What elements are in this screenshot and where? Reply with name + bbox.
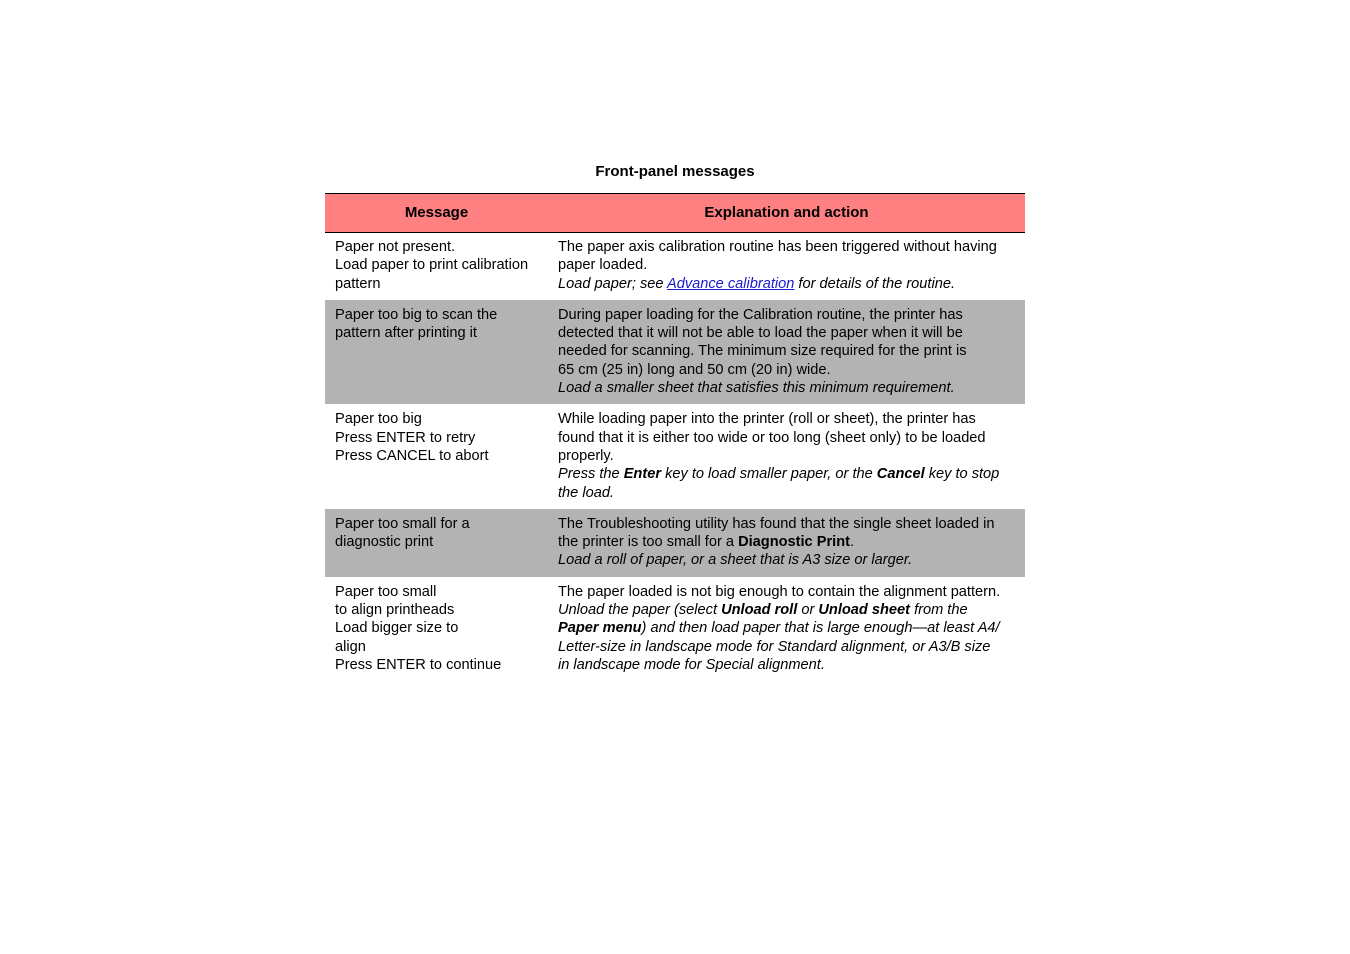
explanation-text: the printer is too small for a — [558, 534, 739, 551]
unload-roll-label: Unload roll — [721, 602, 798, 619]
action-text: ) and then load paper that is large enough—at least A4/ — [641, 620, 1000, 637]
action-line — [558, 601, 1019, 619]
message-line: pattern — [335, 275, 381, 292]
message-line: Paper too big — [335, 411, 422, 428]
message-line: pattern after printing it — [335, 325, 477, 342]
action-line: Letter-size in landscape mode for Standard alignment, or A3/B size — [558, 638, 991, 655]
explanation-line: needed for scanning. The minimum size required for the print is — [558, 343, 967, 360]
explanation-line: The Troubleshooting utility has found that the single sheet loaded in — [558, 515, 995, 532]
table-row — [325, 233, 1025, 300]
message-line: diagnostic print — [335, 534, 434, 551]
explanation-line: While loading paper into the printer (roll or sheet), the printer has — [558, 411, 976, 428]
explanation-line: During paper loading for the Calibration routine, the printer has — [558, 306, 963, 323]
action-text: from the — [910, 602, 968, 619]
message-line: Paper too small — [335, 583, 437, 600]
message-line: align — [335, 638, 366, 655]
action-line — [558, 465, 1019, 483]
diagnostic-print-label: Diagnostic Print — [738, 534, 850, 551]
message-line: to align printheads — [335, 602, 455, 619]
message-line: Paper too small for a — [335, 515, 470, 532]
explanation-line: properly. — [558, 447, 614, 464]
message-line: Load paper to print calibration — [335, 257, 529, 274]
explanation-line: The paper loaded is not big enough to contain the alignment pattern. — [558, 583, 1001, 600]
action-line: the load. — [558, 484, 614, 501]
explanation-text: . — [849, 534, 855, 551]
message-line: Paper too big to scan the — [335, 306, 498, 323]
explanation-cell — [558, 306, 1025, 397]
table-row — [325, 404, 1025, 508]
action-text: Press the — [558, 466, 624, 483]
explanation-line: 65 cm (25 in) long and 50 cm (20 in) wide. — [558, 361, 831, 378]
explanation-line: The paper axis calibration routine has been triggered without having — [558, 239, 997, 255]
explanation-line — [558, 533, 1019, 551]
action-text: Load paper; see — [558, 275, 667, 292]
action-text: key to stop — [924, 466, 1000, 483]
page-title: Front-panel messages — [595, 163, 755, 180]
message-line: Press ENTER to continue — [335, 656, 502, 673]
messages-table — [325, 193, 1025, 681]
column-header-explanation: Explanation and action — [704, 203, 869, 221]
action-text: key to load smaller paper, or the — [661, 466, 877, 483]
advance-calibration-link[interactable]: Advance calibration — [667, 275, 795, 292]
action-text: Unload the paper (select — [558, 602, 722, 619]
enter-key-label: Enter — [623, 466, 662, 483]
explanation-line: detected that it will not be able to load the paper when it will be — [558, 325, 963, 342]
action-text: for details of the routine. — [794, 275, 955, 292]
message-cell — [325, 583, 558, 674]
table-row — [325, 577, 1025, 681]
cancel-key-label: Cancel — [876, 466, 925, 483]
message-line: Press CANCEL to abort — [335, 447, 489, 464]
explanation-cell — [558, 515, 1025, 570]
message-cell — [325, 238, 558, 293]
action-line — [558, 275, 1019, 293]
message-line: Paper not present. — [335, 239, 456, 255]
table-row — [325, 509, 1025, 577]
paper-menu-label: Paper menu — [558, 620, 642, 637]
explanation-cell — [558, 410, 1025, 501]
message-line: Load bigger size to — [335, 620, 459, 637]
action-line: Load a roll of paper, or a sheet that is A3 size or larger. — [558, 552, 913, 569]
message-cell — [325, 306, 558, 397]
action-line — [558, 619, 1019, 637]
action-line: Load a smaller sheet that satisfies this minimum requirement. — [558, 380, 955, 397]
message-cell — [325, 410, 558, 501]
message-line: Press ENTER to retry — [335, 429, 476, 446]
table-header — [325, 193, 1025, 233]
message-cell — [325, 515, 558, 570]
explanation-line: paper loaded. — [558, 257, 648, 274]
action-line: in landscape mode for Special alignment. — [558, 656, 825, 673]
explanation-line: found that it is either too wide or too long (sheet only) to be loaded — [558, 429, 986, 446]
table-row — [325, 300, 1025, 404]
action-text: or — [797, 602, 819, 619]
explanation-cell — [558, 238, 1025, 293]
column-header-message: Message — [404, 203, 469, 221]
explanation-cell — [558, 583, 1025, 674]
unload-sheet-label: Unload sheet — [818, 602, 911, 619]
